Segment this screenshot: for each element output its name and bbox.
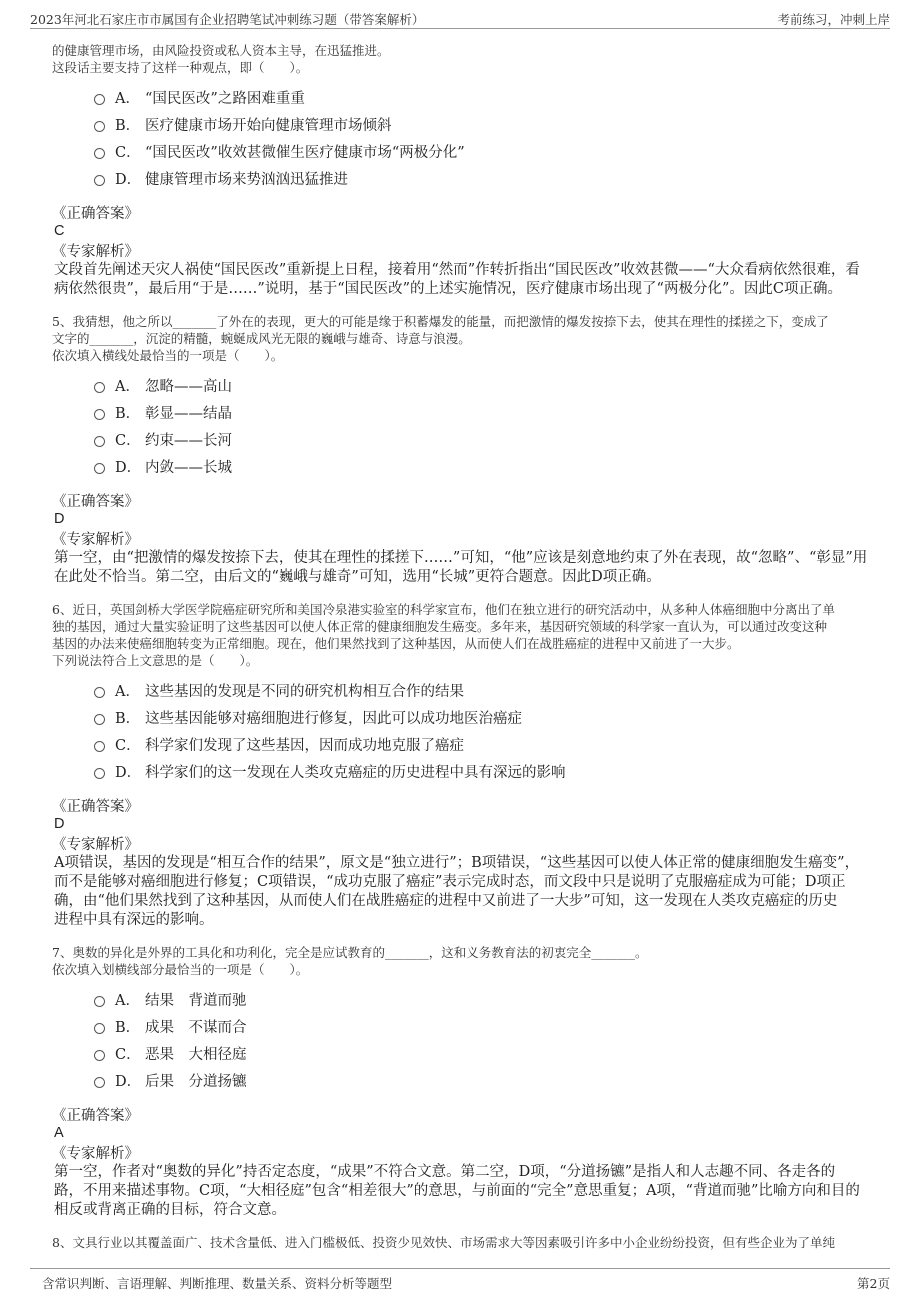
correct-answer: D — [54, 816, 65, 832]
question-stem: 5、我猜想，他之所以_______了外在的表现，更大的可能是缘于积蓄爆发的能量，而把激情的爆发按捺下去，使其在理性的揉搓之下，变成了 文字的_______，沉淀的精髓，蜿蜒成风光无限的巍峨与雄奇、诗意与浪漫。 依次填入横线处最恰当的一项是（ ）。 — [52, 314, 829, 363]
question-stem: 的健康管理市场，由风险投资或私人资本主导，在迅猛推进。 这段话主要支持了这样一种观点，即（ ）。 — [52, 43, 390, 75]
document-title: 2023年河北石家庄市市属国有企业招聘笔试冲刺练习题（带答案解析） — [30, 12, 425, 27]
question-block — [52, 42, 872, 299]
option-b[interactable]: B． 医疗健康市场开始向健康管理市场倾斜 — [94, 111, 872, 138]
expert-analysis: 第一空，作者对“奥数的异化”持否定态度，“成果”不符合文意。第二空，D项，“分道扬镳”是指人和人志趣不同、各走各的 路，不用来描述事物。C项，“大相径庭”包含“相差很大”的意思，与前面的“完全”意思重复；A项，“背道而驰”比喻方向和目的 相反或背离正确的目标，符合文意。 — [54, 1164, 860, 1218]
radio-icon[interactable] — [94, 409, 105, 420]
option-d[interactable]: D． 后果 分道扬镳 — [94, 1067, 872, 1094]
expert-analysis: A项错误，基因的发现是“相互合作的结果”，原文是“独立进行”；B项错误，“这些基因可以使人体正常的健康细胞发生癌变”， 而不是能够对癌细胞进行修复；C项错误，“成功克服了癌症”表示完成时态，而文段中只是说明了克服癌症成为可能；D项正 确，由“他们果然找到了这种基因，从而使人们在战胜癌症的进程中又前进了一大步”可知，这一发现在人类攻克癌症的历史 进程中具有深远的影响。 — [54, 855, 860, 928]
expert-analysis: 第一空，由“把激情的爆发按捺下去，使其在理性的揉搓下……”可知，“他”应该是刻意地约束了外在表现，故“忽略”、“彰显”用 在此处不恰当。第二空，由后文的“巍峨与雄奇”可知，选用“长城”更符合题意。因此D项正确。 — [54, 550, 868, 585]
radio-icon[interactable] — [94, 463, 105, 474]
header-slogan: 考前练习，冲刺上岸 — [777, 12, 890, 27]
question-stem: 6、近日，英国剑桥大学医学院癌症研究所和美国冷泉港实验室的科学家宣布，他们在独立进行的研究活动中，从多种人体癌细胞中分离出了单 独的基因，通过大量实验证明了这些基因可以使人体正常的健康细胞发生癌变。多年来，基因研究领域的科学家一直认为，可以通过改变这种 基因的办法来使癌细胞转变为正常细胞。现在，他们果然找到了这种基因，从而使人们在战胜癌症的进程中又前进了一大步。 下列说法符合上文意思的是（ ）。 — [52, 602, 835, 668]
page-number: 第2页 — [857, 1276, 890, 1291]
option-d[interactable]: D． 健康管理市场来势汹汹迅猛推进 — [94, 165, 872, 192]
option-a[interactable]: A． “国民医改”之路困难重重 — [94, 84, 872, 111]
expert-analysis-label: 《专家解析》 — [52, 837, 139, 853]
next-question-stem: 8、文具行业以其覆盖面广、技术含量低、进入门槛极低、投资少见效快、市场需求大等因素吸引许多中小企业纷纷投资，但有些企业为了单纯 — [52, 1235, 835, 1250]
page-header — [30, 6, 890, 29]
expert-analysis: 文段首先阐述天灾人祸使“国民医改”重新提上日程，接着用“然而”作转折指出“国民医改”收效甚微——“大众看病依然很难，看 病依然很贵”，最后用“于是……”说明，基于“国民医改”的上述实施情况，医疗健康市场出现了“两极分化”。因此C项正确。 — [54, 262, 860, 297]
expert-analysis-label: 《专家解析》 — [52, 532, 139, 548]
options-list — [94, 84, 872, 192]
footer-note: 含常识判断、言语理解、判断推理、数量关系、资料分析等题型 — [42, 1276, 393, 1291]
radio-icon[interactable] — [94, 768, 105, 779]
radio-icon[interactable] — [94, 436, 105, 447]
radio-icon[interactable] — [94, 94, 105, 105]
option-d[interactable]: D． 科学家们的这一发现在人类攻克癌症的历史进程中具有深远的影响 — [94, 758, 872, 785]
option-b[interactable]: B． 这些基因能够对癌细胞进行修复，因此可以成功地医治癌症 — [94, 704, 872, 731]
radio-icon[interactable] — [94, 741, 105, 752]
question-block — [52, 944, 872, 1220]
option-c[interactable]: C． 恶果 大相径庭 — [94, 1040, 872, 1067]
option-b[interactable]: B． 成果 不谋而合 — [94, 1013, 872, 1040]
correct-answer: D — [54, 511, 65, 527]
options-list — [94, 986, 872, 1094]
options-list — [94, 372, 872, 480]
radio-icon[interactable] — [94, 996, 105, 1007]
radio-icon[interactable] — [94, 687, 105, 698]
correct-answer-label: 《正确答案》 — [52, 494, 139, 510]
radio-icon[interactable] — [94, 1077, 105, 1088]
question-stem: 7、奥数的异化是外界的工具化和功利化，完全是应试教育的_______，这和义务教育法的初衷完全_______。 依次填入划横线部分最恰当的一项是（ ）。 — [52, 945, 648, 977]
page-content — [52, 42, 872, 1251]
radio-icon[interactable] — [94, 1023, 105, 1034]
option-c[interactable]: C． 约束——长河 — [94, 426, 872, 453]
options-list — [94, 677, 872, 785]
radio-icon[interactable] — [94, 148, 105, 159]
page-footer — [30, 1268, 890, 1293]
correct-answer: C — [54, 223, 65, 239]
option-c[interactable]: C． 科学家们发现了这些基因，因而成功地克服了癌症 — [94, 731, 872, 758]
option-d[interactable]: D． 内敛——长城 — [94, 453, 872, 480]
option-a[interactable]: A． 结果 背道而驰 — [94, 986, 872, 1013]
correct-answer-label: 《正确答案》 — [52, 206, 139, 222]
radio-icon[interactable] — [94, 1050, 105, 1061]
correct-answer-label: 《正确答案》 — [52, 1108, 139, 1124]
option-b[interactable]: B． 彰显——结晶 — [94, 399, 872, 426]
expert-analysis-label: 《专家解析》 — [52, 1146, 139, 1162]
radio-icon[interactable] — [94, 121, 105, 132]
option-a[interactable]: A． 忽略——高山 — [94, 372, 872, 399]
question-block — [52, 313, 872, 587]
correct-answer: A — [54, 1125, 64, 1141]
option-a[interactable]: A． 这些基因的发现是不同的研究机构相互合作的结果 — [94, 677, 872, 704]
option-c[interactable]: C． “国民医改”收效甚微催生医疗健康市场“两极分化” — [94, 138, 872, 165]
expert-analysis-label: 《专家解析》 — [52, 244, 139, 260]
correct-answer-label: 《正确答案》 — [52, 799, 139, 815]
radio-icon[interactable] — [94, 714, 105, 725]
question-block — [52, 601, 872, 930]
radio-icon[interactable] — [94, 175, 105, 186]
radio-icon[interactable] — [94, 382, 105, 393]
